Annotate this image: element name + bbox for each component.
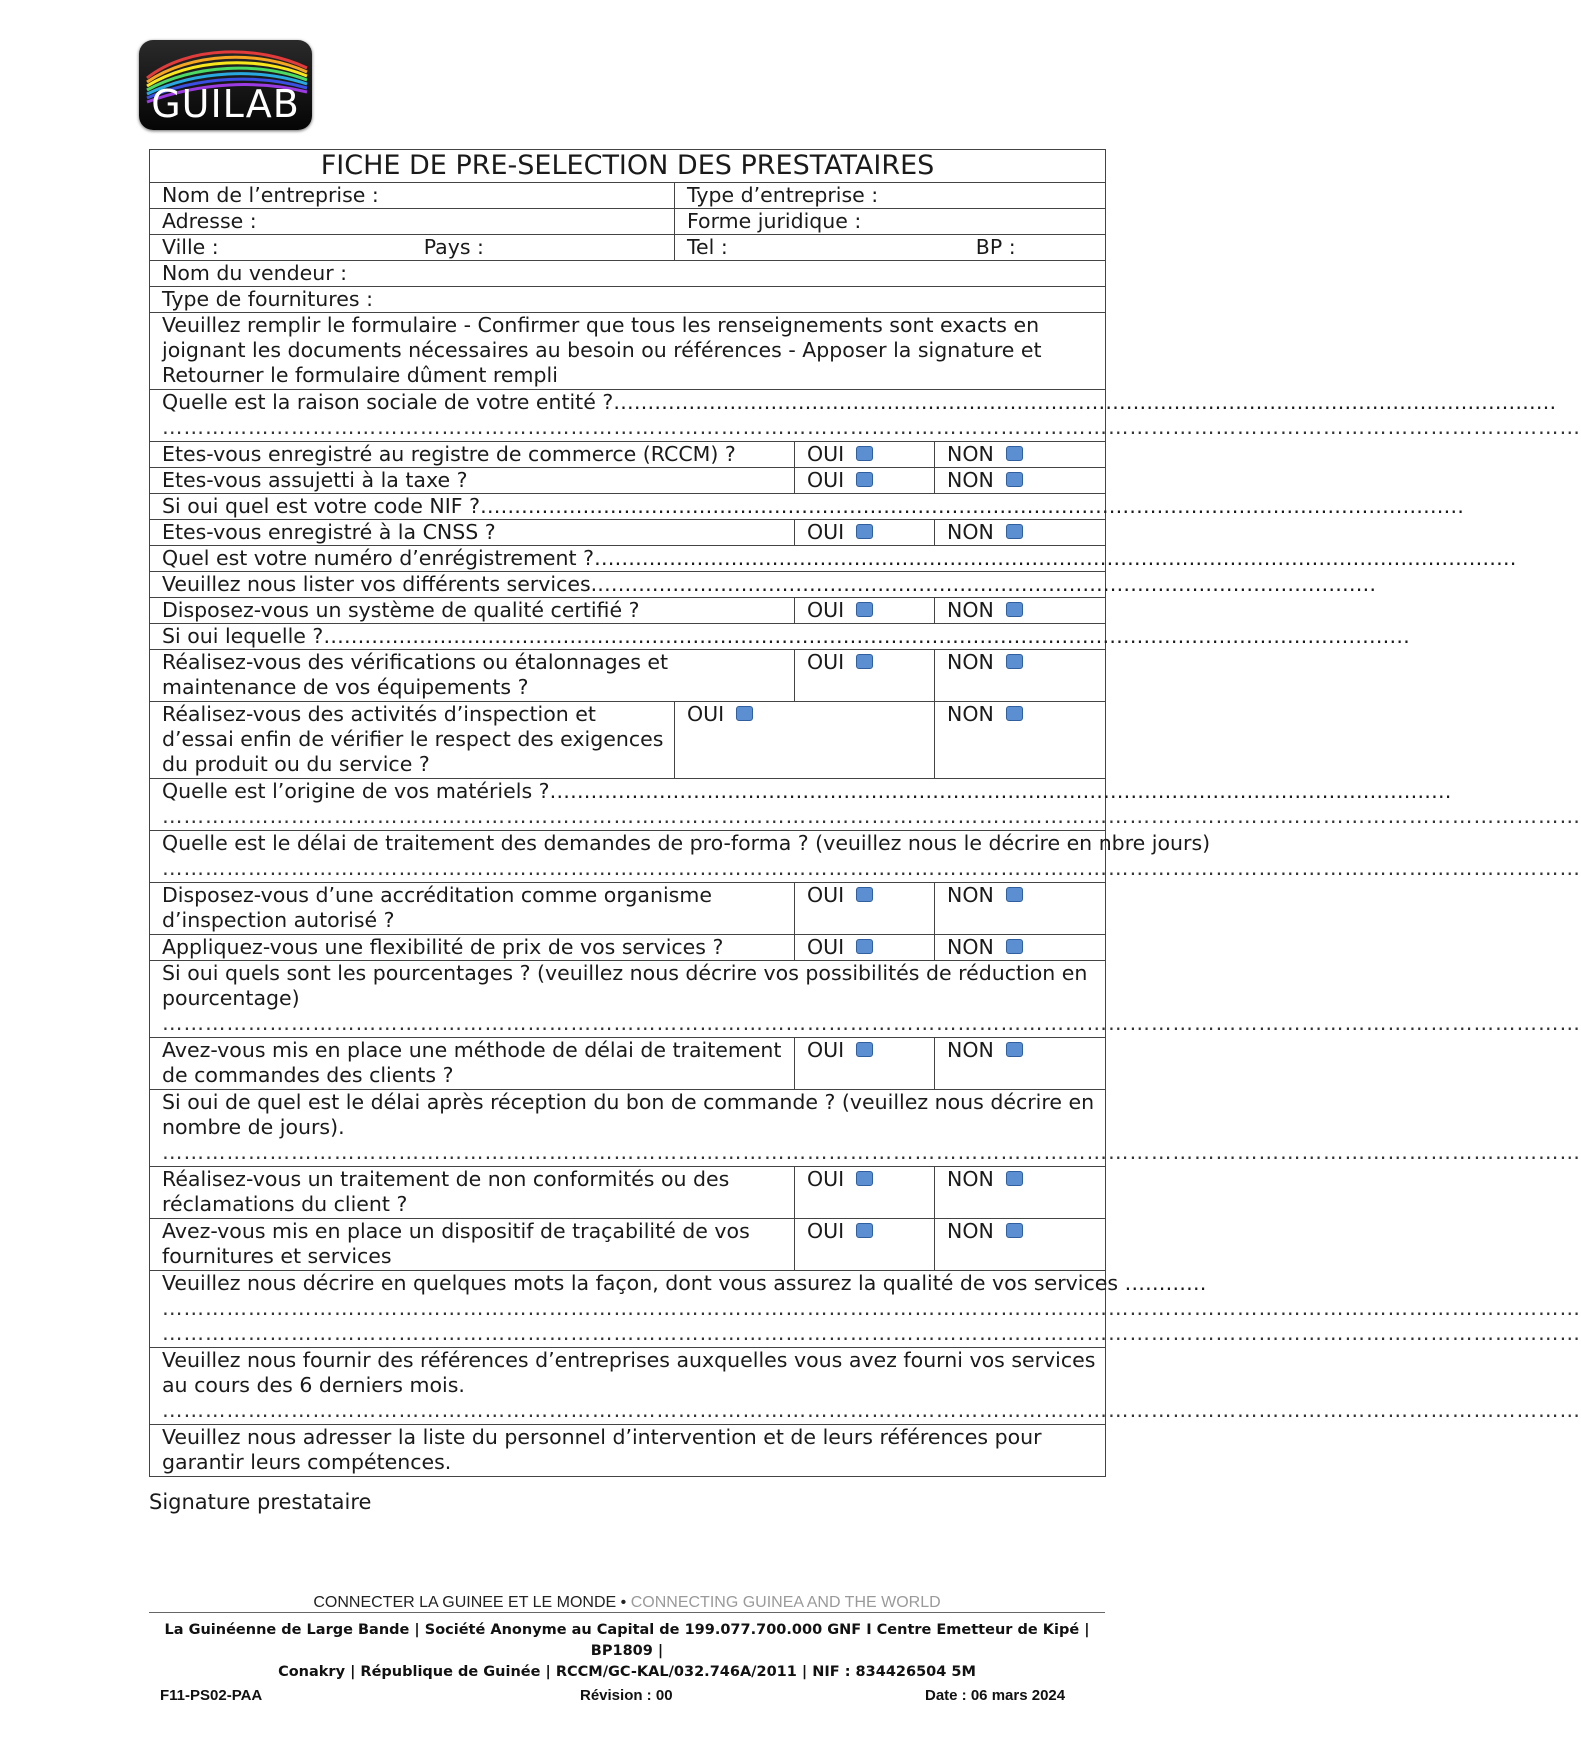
legal-form-field[interactable] — [675, 209, 1106, 235]
checkbox-icon[interactable] — [856, 602, 873, 617]
footer-company-info — [149, 1620, 1105, 1683]
q-lequelle[interactable] — [150, 624, 1410, 650]
checkbox-icon[interactable] — [1006, 1171, 1023, 1186]
accreditation-oui[interactable] — [795, 883, 935, 935]
checkbox-icon[interactable] — [856, 524, 873, 539]
company-line-2: Conakry | République de Guinée | RCCM/GC-KAL/032.746A/2011 | NIF : 834426504 5M — [278, 1664, 976, 1680]
checkbox-icon[interactable] — [1006, 472, 1023, 487]
q-inspection: Réalisez-vous des activités d’inspection et d’essai enfin de vérifier le respect des exigences du produit ou du service ? — [150, 702, 675, 779]
supply-type-field[interactable] — [150, 287, 1106, 313]
non-label: NON — [947, 702, 994, 726]
q-qualite: Disposez-vous un système de qualité certifié ? — [150, 598, 795, 624]
vendor-name-field[interactable] — [150, 261, 1106, 287]
q-origine[interactable] — [150, 779, 1581, 831]
q-lequelle-label: Si oui lequelle ? — [162, 624, 324, 648]
qualite-non[interactable] — [935, 598, 1106, 624]
country-label: Pays : — [423, 235, 484, 259]
checkbox-icon[interactable] — [1006, 602, 1023, 617]
checkbox-icon[interactable] — [1006, 1042, 1023, 1057]
doc-code: F11-PS02-PAA — [160, 1687, 263, 1704]
checkbox-icon[interactable] — [1006, 524, 1023, 539]
q-accreditation: Disposez-vous d’une accréditation comme organisme d’inspection autorisé ? — [150, 883, 795, 935]
legal-form-label: Forme juridique : — [687, 209, 862, 233]
rccm-oui[interactable] — [795, 442, 935, 468]
oui-label: OUI — [807, 883, 845, 907]
accreditation-non[interactable] — [935, 883, 1106, 935]
answer-dots: ……………………………………………………………………………………………………………………………………………………………………………… — [162, 856, 1581, 880]
q-tracabilite: Avez-vous mis en place un dispositif de traçabilité de vos fournitures et services — [150, 1219, 795, 1271]
answer-dots: ……………………………………………………………………………………………………………………………………………………………………………… — [162, 1398, 1581, 1422]
answer-dots: ……………………………………………………………………………………………………………………………………………………………………………… — [162, 1296, 1581, 1320]
checkbox-icon[interactable] — [856, 1223, 873, 1238]
answer-dots: ……………………………………………………………………………………………………………………………………………………………………………… — [162, 415, 1581, 439]
city-label: Ville : — [162, 235, 219, 259]
q-delai-proforma-label: Quelle est le délai de traitement des demandes de pro-forma ? (veuillez nous le décrire en nbre jours) — [162, 831, 1211, 855]
preselection-form — [149, 149, 1581, 1477]
answer-dots: ……………………………………………………………………………………………………………………………………………………………………………… — [162, 804, 1581, 828]
non-label: NON — [947, 1038, 994, 1062]
answer-dots: ……………………………………………………………………………………………………………………………… — [480, 494, 1464, 518]
address-label: Adresse : — [162, 209, 257, 233]
tel-bp-field[interactable] — [675, 235, 1106, 261]
verifications-non[interactable] — [935, 650, 1106, 702]
checkbox-icon[interactable] — [736, 706, 753, 721]
footer-slogan — [149, 1594, 1105, 1612]
guilab-logo — [139, 40, 312, 130]
non-conformites-oui[interactable] — [795, 1167, 935, 1219]
instructions: Veuillez remplir le formulaire - Confirmer que tous les renseignements sont exacts en joignant les documents nécessaires au besoin ou références - Apposer la signature et Retourner le formulaire dûment rempli — [150, 313, 1106, 390]
non-label: NON — [947, 883, 994, 907]
q-flexibilite: Appliquez-vous une flexibilité de prix de vos services ? — [150, 935, 795, 961]
answer-dots: ……………………………………………………………………………………………………………………………………………………………………………… — [162, 1140, 1581, 1164]
q-methode-delai: Avez-vous mis en place une méthode de délai de traitement de commandes des clients ? — [150, 1038, 795, 1090]
non-label: NON — [947, 598, 994, 622]
answer-dots: ………………………………………………………………………………………………………………………… — [613, 390, 1557, 414]
form-title: FICHE DE PRE-SELECTION DES PRESTATAIRES — [150, 150, 1106, 183]
non-label: NON — [947, 520, 994, 544]
cnss-oui[interactable] — [795, 520, 935, 546]
q-pourcentages-label: Si oui quels sont les pourcentages ? (veuillez nous décrire vos possibilités de réduction en pourcentage) — [162, 961, 1088, 1010]
q-nif-label: Si oui quel est votre code NIF ? — [162, 494, 480, 518]
rccm-non[interactable] — [935, 442, 1106, 468]
q-services[interactable] — [150, 572, 1377, 598]
company-name-label: Nom de l’entreprise : — [162, 183, 379, 207]
q-cnss: Etes-vous enregistré à la CNSS ? — [150, 520, 795, 546]
flexibilite-non[interactable] — [935, 935, 1106, 961]
oui-label: OUI — [807, 650, 845, 674]
oui-label: OUI — [807, 442, 845, 466]
q-delai-commande[interactable] — [150, 1090, 1581, 1167]
q-numero[interactable] — [150, 546, 1517, 572]
answer-dots: …………………………………………………………………………………………………………………………………………… — [323, 624, 1410, 648]
oui-label: OUI — [807, 520, 845, 544]
doc-date: Date : 06 mars 2024 — [925, 1687, 1066, 1704]
checkbox-icon[interactable] — [856, 472, 873, 487]
qualite-oui[interactable] — [795, 598, 935, 624]
answer-dots: ……………………………………………………………………………………………………………………… — [593, 546, 1517, 570]
non-label: NON — [947, 1219, 994, 1243]
oui-label: OUI — [687, 702, 725, 726]
q-raison-sociale[interactable] — [150, 390, 1581, 442]
tel-label: Tel : — [687, 235, 728, 259]
slogan-en: CONNECTING GUINEA AND THE WORLD — [630, 1594, 941, 1611]
answer-dots: ……………………………………………………………………………………………………………………………………………………………………………… — [162, 1011, 1581, 1035]
footer-divider — [149, 1612, 1105, 1613]
non-label: NON — [947, 1167, 994, 1191]
q-services-label: Veuillez nous lister vos différents services. — [162, 572, 598, 596]
oui-label: OUI — [807, 1167, 845, 1191]
checkbox-icon[interactable] — [856, 1042, 873, 1057]
company-line-1: La Guinéenne de Large Bande | Société Anonyme au Capital de 199.077.700.000 GNF I Centre Emetteur de Kipé | BP1809 | — [164, 1622, 1090, 1659]
q-personnel: Veuillez nous adresser la liste du personnel d’intervention et de leurs références pour garantir leurs compétences. — [150, 1425, 1106, 1477]
q-qualite-services[interactable] — [150, 1271, 1581, 1348]
taxe-oui[interactable] — [795, 468, 935, 494]
revision: Révision : 00 — [580, 1687, 673, 1704]
checkbox-icon[interactable] — [856, 887, 873, 902]
inspection-non[interactable] — [935, 702, 1106, 779]
supply-type-label: Type de fournitures : — [162, 287, 373, 311]
answer-dots: …………………………………………………………………………………………………………………… — [549, 779, 1452, 803]
oui-label: OUI — [807, 598, 845, 622]
q-pourcentages[interactable] — [150, 961, 1581, 1038]
q-references-label: Veuillez nous fournir des références d’entreprises auxquelles vous avez fourni vos services au cours des 6 derniers mois. — [162, 1348, 1096, 1397]
q-delai-commande-label: Si oui de quel est le délai après réception du bon de commande ? (veuillez nous décrire en nombre de jours). — [162, 1090, 1095, 1139]
verifications-oui[interactable] — [795, 650, 935, 702]
q-origine-label: Quelle est l’origine de vos matériels ? — [162, 779, 550, 803]
logo-text: GUILAB — [151, 82, 300, 126]
checkbox-icon[interactable] — [856, 654, 873, 669]
non-conformites-non[interactable] — [935, 1167, 1106, 1219]
q-rccm: Etes-vous enregistré au registre de commerce (RCCM) ? — [150, 442, 795, 468]
vendor-name-label: Nom du vendeur : — [162, 261, 348, 285]
q-non-conformites: Réalisez-vous un traitement de non conformités ou des réclamations du client ? — [150, 1167, 795, 1219]
checkbox-icon[interactable] — [1006, 887, 1023, 902]
checkbox-icon[interactable] — [1006, 1223, 1023, 1238]
methode-delai-oui[interactable] — [795, 1038, 935, 1090]
company-name-field[interactable] — [150, 183, 675, 209]
q-delai-proforma[interactable] — [150, 831, 1581, 883]
non-label: NON — [947, 468, 994, 492]
signature-label: Signature prestataire — [149, 1490, 372, 1514]
q-taxe: Etes-vous assujetti à la taxe ? — [150, 468, 795, 494]
taxe-non[interactable] — [935, 468, 1106, 494]
city-country-field[interactable] — [150, 235, 675, 261]
q-qualite-services-label: Veuillez nous décrire en quelques mots la façon, dont vous assurez la qualité de vos services — [162, 1271, 1119, 1295]
tracabilite-non[interactable] — [935, 1219, 1106, 1271]
checkbox-icon[interactable] — [1006, 706, 1023, 721]
company-type-label: Type d’entreprise : — [687, 183, 879, 207]
checkbox-icon[interactable] — [1006, 939, 1023, 954]
checkbox-icon[interactable] — [856, 446, 873, 461]
checkbox-icon[interactable] — [856, 939, 873, 954]
answer-dots: …………………………………………………………………………………………………… — [597, 572, 1377, 596]
address-field[interactable] — [150, 209, 675, 235]
q-numero-label: Quel est votre numéro d’enrégistrement ? — [162, 546, 594, 570]
checkbox-icon[interactable] — [856, 1171, 873, 1186]
tracabilite-oui[interactable] — [795, 1219, 935, 1271]
oui-label: OUI — [807, 468, 845, 492]
non-label: NON — [947, 935, 994, 959]
q-references[interactable] — [150, 1348, 1581, 1425]
non-label: NON — [947, 650, 994, 674]
q-raison-sociale-label: Quelle est la raison sociale de votre entité ? — [162, 390, 614, 414]
checkbox-icon[interactable] — [1006, 446, 1023, 461]
flexibilite-oui[interactable] — [795, 935, 935, 961]
checkbox-icon[interactable] — [1006, 654, 1023, 669]
methode-delai-non[interactable] — [935, 1038, 1106, 1090]
q-verifications: Réalisez-vous des vérifications ou étalonnages et maintenance de vos équipements ? — [150, 650, 795, 702]
q-nif[interactable] — [150, 494, 1464, 520]
answer-dots: ………… — [1118, 1271, 1207, 1295]
answer-dots: ……………………………………………………………………………………………………………………………………………………………………………… — [162, 1321, 1581, 1345]
inspection-oui[interactable] — [675, 702, 935, 779]
cnss-non[interactable] — [935, 520, 1106, 546]
slogan-fr: CONNECTER LA GUINEE ET LE MONDE • — [313, 1594, 627, 1611]
company-type-field[interactable] — [675, 183, 1106, 209]
oui-label: OUI — [807, 1219, 845, 1243]
oui-label: OUI — [807, 935, 845, 959]
bp-label: BP : — [975, 235, 1016, 259]
non-label: NON — [947, 442, 994, 466]
oui-label: OUI — [807, 1038, 845, 1062]
